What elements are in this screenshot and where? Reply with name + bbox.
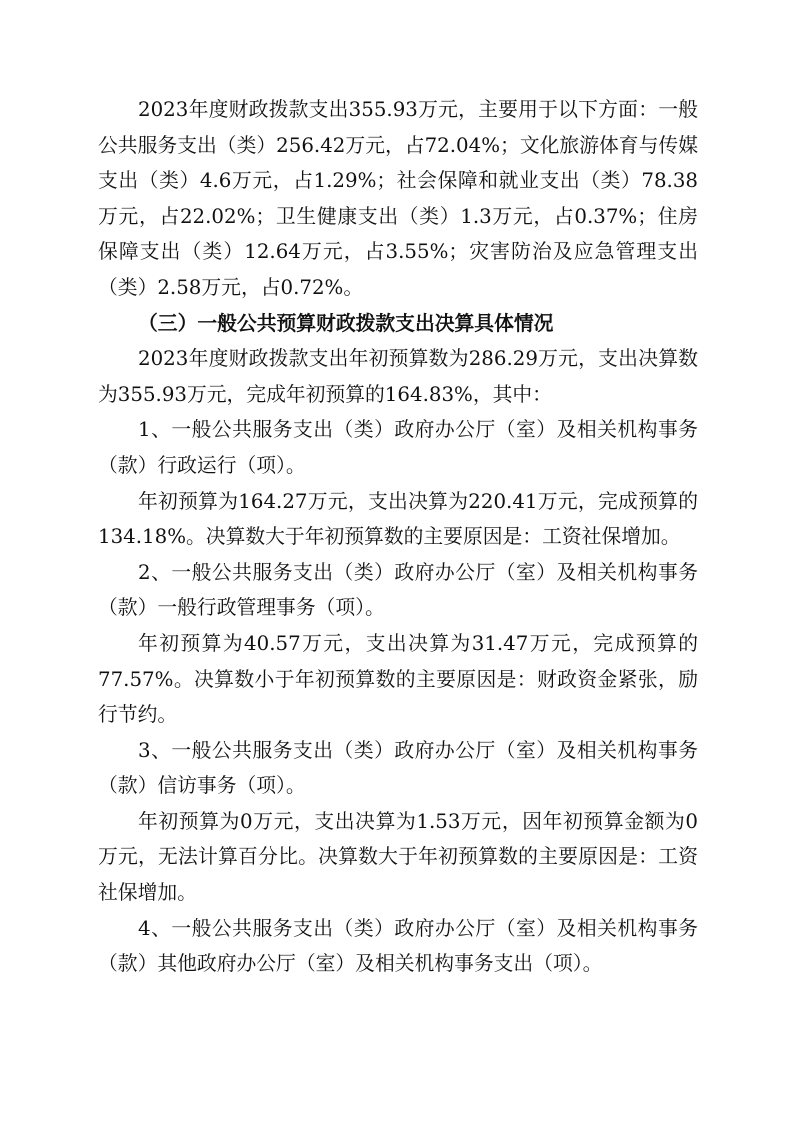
item-1-title: 1、一般公共服务支出（类）政府办公厅（室）及相关机构事务（款）行政运行（项）。	[98, 418, 698, 477]
document-page	[98, 92, 698, 982]
item-2-body: 年初预算为40.57万元，支出决算为31.47万元，完成预算的77.57%。决算数小于年初预算数的主要原因是：财政资金紧张，励行节约。	[98, 631, 698, 727]
section-heading: （三）一般公共预算财政拨款支出决算具体情况	[138, 311, 554, 335]
paragraph-expenditure-summary: 2023年度财政拨款支出355.93万元，主要用于以下方面：一般公共服务支出（类）256.42万元，占72.04%；文化旅游体育与传媒支出（类）4.6万元，占1.29%；社会保障和就业支出（类）78.38万元，占22.02%；卫生健康支出（类）1.3万元，占0.37%；住房保障支出（类）12.64万元，占3.55%；灾害防治及应急管理支出（类）2.58万元，占0.72%。	[98, 98, 698, 299]
item-2-title: 2、一般公共服务支出（类）政府办公厅（室）及相关机构事务（款）一般行政管理事务（项）。	[98, 560, 698, 620]
paragraph-budget-overview: 2023年度财政拨款支出年初预算数为286.29万元，支出决算数为355.93万元，完成年初预算的164.83%，其中：	[98, 347, 698, 406]
item-3-title: 3、一般公共服务支出（类）政府办公厅（室）及相关机构事务（款）信访事务（项）。	[98, 738, 698, 798]
item-3-body: 年初预算为0万元，支出决算为1.53万元，因年初预算金额为0万元，无法计算百分比。决算数大于年初预算数的主要原因是：工资社保增加。	[98, 809, 698, 905]
item-1-body: 年初预算为164.27万元，支出决算为220.41万元，完成预算的134.18%。决算数大于年初预算数的主要原因是：工资社保增加。	[98, 489, 698, 549]
item-4-title: 4、一般公共服务支出（类）政府办公厅（室）及相关机构事务（款）其他政府办公厅（室）及相关机构事务支出（项）。	[98, 916, 698, 976]
